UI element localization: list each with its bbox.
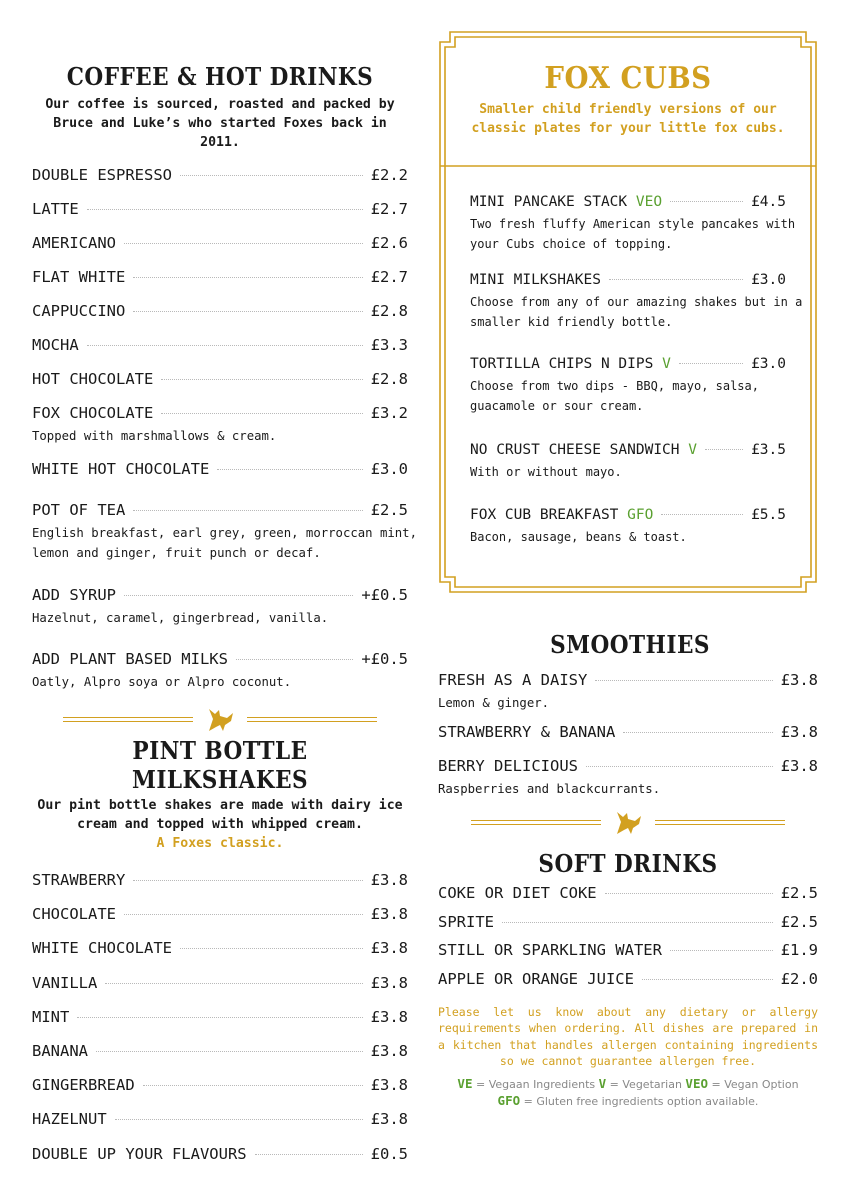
item-name: AMERICANO	[32, 234, 116, 252]
item-price: £3.8	[780, 671, 818, 689]
item-price: £0.5	[370, 1144, 408, 1163]
menu-item	[438, 723, 818, 757]
diet-tag: GFO	[627, 507, 654, 523]
item-name: POT OF TEA	[32, 501, 126, 519]
menu-item	[32, 370, 408, 404]
item-name: MOCHA	[32, 336, 79, 354]
item-price: £3.5	[751, 442, 786, 458]
item-description: Lemon & ginger.	[438, 696, 550, 710]
menu-item	[438, 970, 818, 1000]
item-price: £5.5	[751, 507, 786, 523]
menu-item	[32, 1145, 408, 1179]
milkshakes-tagline: A Foxes classic.	[156, 836, 284, 851]
item-name: MINI MILKSHAKES	[470, 272, 601, 288]
item-name: CHOCOLATE	[32, 905, 116, 924]
section-divider	[458, 807, 798, 837]
item-name: WHITE CHOCOLATE	[32, 939, 172, 958]
item-price: £3.8	[370, 905, 408, 924]
item-price: £3.8	[370, 1076, 408, 1095]
section-title-milkshakes: PINT BOTTLE MILKSHAKES	[131, 736, 309, 794]
coffee-intro-line1: Our coffee is sourced, roasted and packed by	[45, 97, 395, 112]
fox-icon	[611, 808, 645, 836]
item-name: MINI PANCAKE STACK	[470, 194, 628, 210]
menu-item	[470, 194, 796, 272]
item-name: STILL OR SPARKLING WATER	[438, 941, 662, 959]
menu-item	[32, 200, 408, 234]
menu-item	[32, 234, 408, 268]
milkshakes-intro: Our pint bottle shakes are made with dairy ice cream and topped with whipped cream. A Foxes classic.	[37, 798, 403, 851]
diet-tag: V	[662, 356, 671, 372]
item-price: +£0.5	[361, 650, 408, 668]
section-title-soft-drinks: SOFT DRINKS	[538, 849, 718, 878]
diet-legend: VE = Vegaan Ingredients V = Vegetarian VEO = Vegan Option GFO = Gluten free ingredients option available.	[457, 1075, 799, 1108]
item-name: SPRITE	[438, 912, 494, 931]
item-name: ADD PLANT BASED MILKS	[32, 650, 228, 668]
menu-item	[438, 941, 818, 970]
soft-drinks-section	[438, 849, 818, 1110]
item-price: £2.6	[370, 234, 408, 252]
diet-tag: V	[688, 442, 697, 458]
item-description: Topped with marshmallows & cream.	[32, 429, 277, 443]
menu-item	[470, 272, 803, 356]
item-price: £2.5	[780, 912, 818, 931]
item-price: £4.5	[751, 194, 786, 210]
item-price: £2.7	[370, 200, 408, 218]
item-price: £2.2	[370, 166, 408, 184]
item-name: STRAWBERRY & BANANA	[438, 723, 616, 741]
coffee-intro	[32, 95, 408, 152]
right-column	[438, 30, 818, 1110]
menu-item	[32, 974, 408, 1008]
menu-item	[32, 1008, 408, 1042]
allergy-note: Please let us know about any dietary or allergy requirements when ordering. All dishes are prepared in a kitchen that handles allergen containing ingredients so we cannot guarantee allergen free.	[438, 1004, 818, 1068]
item-description: Two fresh fluffy American style pancakes with your Cubs choice of topping.	[470, 217, 796, 251]
item-price: £3.0	[370, 460, 408, 478]
menu-item	[32, 586, 408, 650]
item-name: GINGERBREAD	[32, 1076, 135, 1095]
menu-item	[470, 356, 786, 442]
menu-item	[32, 1042, 408, 1076]
item-description: Choose from any of our amazing shakes but in a smaller kid friendly bottle.	[470, 295, 803, 329]
item-price: £2.8	[370, 302, 408, 320]
item-name: COKE OR DIET COKE	[438, 884, 597, 902]
menu-item	[438, 913, 818, 942]
item-price: £3.8	[370, 1041, 408, 1060]
fox-cubs-list	[470, 194, 803, 557]
item-description: Oatly, Alpro soya or Alpro coconut.	[32, 675, 292, 689]
fox-cubs-panel	[438, 30, 818, 590]
item-description: Raspberries and blackcurrants.	[438, 782, 661, 796]
coffee-section	[32, 62, 417, 698]
item-price: £3.8	[780, 723, 818, 741]
item-price: £3.8	[370, 871, 408, 889]
item-name: ADD SYRUP	[32, 586, 116, 604]
menu-item	[32, 404, 408, 460]
menu-item	[32, 1110, 408, 1144]
item-price: £3.8	[370, 1110, 408, 1129]
item-price: £2.0	[780, 969, 818, 988]
item-name: MINT	[32, 1007, 70, 1026]
item-price: £3.0	[751, 272, 786, 288]
item-name: WHITE HOT CHOCOLATE	[32, 460, 210, 478]
menu-item	[470, 507, 786, 557]
item-name: FLAT WHITE	[32, 268, 126, 286]
item-name: BANANA	[32, 1041, 88, 1060]
diet-tag: VEO	[635, 194, 663, 210]
item-description: With or without mayo.	[470, 465, 622, 479]
menu-item	[32, 336, 408, 370]
item-price: £3.8	[370, 1007, 408, 1026]
fox-cubs-header	[438, 30, 818, 166]
smoothies-section	[438, 630, 818, 807]
item-price: £1.9	[780, 941, 818, 959]
menu-item	[32, 871, 408, 905]
fox-cubs-subtitle: Smaller child friendly versions of our classic plates for your little fox cubs.	[471, 102, 785, 136]
section-title-fox-cubs: FOX CUBS	[544, 61, 712, 96]
item-name: FOX CHOCOLATE	[32, 404, 154, 422]
item-name: CAPPUCCINO	[32, 302, 126, 320]
menu-item	[470, 442, 786, 507]
item-name: LATTE	[32, 200, 79, 218]
menu-item	[32, 166, 408, 200]
menu-item	[438, 671, 818, 723]
menu-item	[32, 1076, 408, 1110]
item-description: Choose from two dips - BBQ, mayo, salsa, guacamole or sour cream.	[470, 379, 759, 413]
item-name: BERRY DELICIOUS	[438, 757, 578, 775]
item-name: HAZELNUT	[32, 1110, 107, 1129]
milkshakes-section	[32, 736, 408, 1179]
left-column	[32, 62, 417, 1179]
item-description: Hazelnut, caramel, gingerbread, vanilla.	[32, 611, 329, 625]
item-name: FRESH AS A DAISY	[438, 671, 588, 689]
fox-icon	[203, 705, 237, 733]
item-name: DOUBLE UP YOUR FLAVOURS	[32, 1144, 247, 1163]
item-description: English breakfast, earl grey, green, morroccan mint, lemon and ginger, fruit punch or decaf.	[32, 526, 417, 560]
item-name: NO CRUST CHEESE SANDWICH	[470, 442, 680, 458]
item-price: £3.8	[780, 757, 818, 775]
menu-item	[32, 460, 408, 501]
item-price: £3.0	[751, 356, 786, 372]
coffee-intro-line2: Bruce and Luke’s who started Foxes back in 2011.	[53, 116, 387, 150]
item-price: £3.2	[370, 404, 408, 422]
item-price: £2.7	[370, 268, 408, 286]
item-price: £3.8	[370, 939, 408, 958]
item-name: VANILLA	[32, 973, 98, 992]
item-name: STRAWBERRY	[32, 871, 126, 889]
menu-item	[32, 650, 408, 698]
item-description: Bacon, sausage, beans & toast.	[470, 530, 687, 544]
section-title-smoothies: SMOOTHIES	[550, 630, 710, 659]
section-title-coffee: COFFEE & HOT DRINKS	[66, 62, 374, 91]
item-price: £2.5	[780, 884, 818, 902]
item-price: £2.8	[370, 370, 408, 388]
item-price: £3.3	[370, 336, 408, 354]
menu-item	[438, 757, 818, 807]
item-price: +£0.5	[361, 586, 408, 604]
item-name: TORTILLA CHIPS N DIPS	[470, 356, 654, 372]
menu-item	[32, 268, 408, 302]
menu-item	[32, 905, 408, 939]
menu-item	[438, 884, 818, 913]
item-name: HOT CHOCOLATE	[32, 370, 154, 388]
item-name: APPLE OR ORANGE JUICE	[438, 969, 634, 988]
item-name: FOX CUB BREAKFAST	[470, 507, 619, 523]
menu-item	[32, 302, 408, 336]
menu-item	[32, 939, 408, 973]
item-name: DOUBLE ESPRESSO	[32, 166, 172, 184]
item-price: £3.8	[370, 973, 408, 992]
section-divider	[32, 704, 408, 734]
item-price: £2.5	[370, 501, 408, 519]
menu-item	[32, 501, 417, 586]
